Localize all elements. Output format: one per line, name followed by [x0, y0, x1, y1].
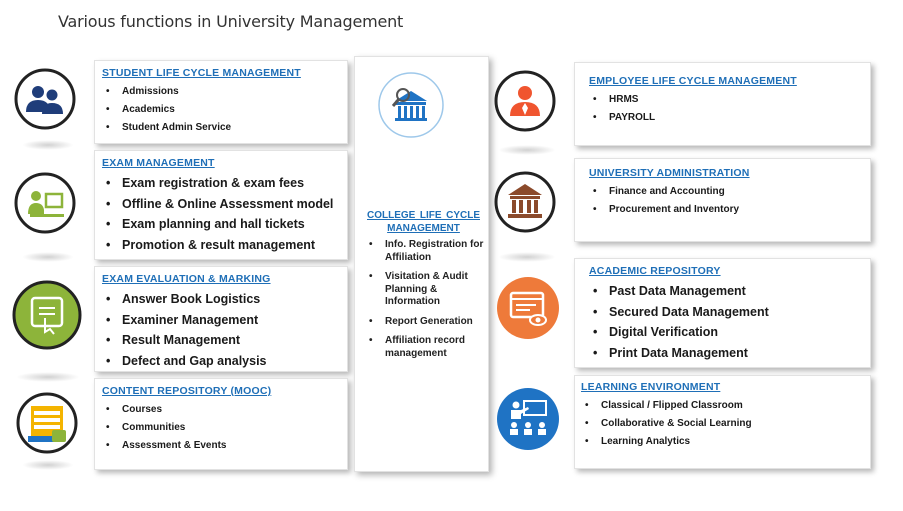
list-item: • Procurement and Inventory [589, 201, 870, 219]
list-item: • Result Management [102, 330, 347, 351]
card-content-repository [94, 378, 348, 470]
computer-user-icon [14, 172, 76, 234]
list-item: • Academics [102, 101, 347, 119]
card-title[interactable]: EXAM MANAGEMENT [102, 157, 215, 169]
list-item: • Print Data Management [589, 343, 870, 364]
card-exam-evaluation [94, 266, 348, 372]
list-item: • Assessment & Events [102, 437, 347, 455]
card-college-life-cycle [354, 56, 489, 472]
card-learning-environment [574, 375, 871, 469]
list-item: • Examiner Management [102, 310, 347, 331]
card-student-life-cycle [94, 60, 348, 144]
list-item: • Visitation & Audit Planning & Information [363, 271, 488, 309]
list-item: • Report Generation [363, 316, 488, 329]
list-item: • Exam planning and hall tickets [102, 214, 347, 235]
card-title[interactable]: UNIVERSITY ADMINISTRATION [589, 167, 750, 179]
card-title[interactable]: EMPLOYEE LIFE CYCLE MANAGEMENT [589, 75, 797, 87]
list-item: • Collaborative & Social Learning [581, 415, 870, 433]
list-item: • Secured Data Management [589, 302, 870, 323]
list-item: • Affiliation record management [363, 335, 488, 360]
list-item: • Communities [102, 419, 347, 437]
card-title[interactable]: LEARNING ENVIRONMENT [581, 381, 721, 393]
list-item: • Promotion & result management [102, 235, 347, 256]
card-academic-repository [574, 258, 871, 368]
list-item: • Offline & Online Assessment model [102, 194, 347, 215]
card-exam-management [94, 150, 348, 260]
list-item: • Courses [102, 401, 347, 419]
list-item: • Classical / Flipped Classroom [581, 397, 870, 415]
list-item: • Answer Book Logistics [102, 289, 347, 310]
students-icon [14, 68, 76, 130]
administration-building-icon [494, 171, 556, 233]
list-item: • Defect and Gap analysis [102, 351, 347, 372]
employee-icon [494, 70, 556, 132]
card-employee-life-cycle [574, 62, 871, 146]
card-title[interactable]: CONTENT REPOSITORY (MOOC) [102, 385, 272, 397]
card-title[interactable]: EXAM EVALUATION & MARKING [102, 273, 271, 285]
list-item: • Student Admin Service [102, 119, 347, 137]
card-title[interactable]: STUDENT LIFE CYCLE MANAGEMENT [102, 67, 301, 79]
card-university-administration [574, 158, 871, 242]
list-item: • Digital Verification [589, 322, 870, 343]
list-item: • Finance and Accounting [589, 183, 870, 201]
classroom-teacher-icon [496, 387, 560, 451]
center-card-title[interactable]: COLLEGE LIFE CYCLE MANAGEMENT [367, 210, 480, 234]
card-title[interactable]: ACADEMIC REPOSITORY [589, 265, 721, 277]
list-item: • Past Data Management [589, 281, 870, 302]
list-item: • Exam registration & exam fees [102, 173, 347, 194]
content-repository-icon [16, 392, 78, 454]
list-item: • Learning Analytics [581, 433, 870, 451]
university-building-icon [377, 71, 445, 139]
list-item: • HRMS [589, 91, 870, 109]
list-item: • PAYROLL [589, 109, 870, 127]
tablet-evaluation-icon [12, 280, 82, 350]
list-item: • Info. Registration for Affiliation [363, 239, 488, 264]
web-repository-icon [496, 276, 560, 340]
page-title: Various functions in University Management [58, 12, 404, 31]
list-item: • Admissions [102, 83, 347, 101]
